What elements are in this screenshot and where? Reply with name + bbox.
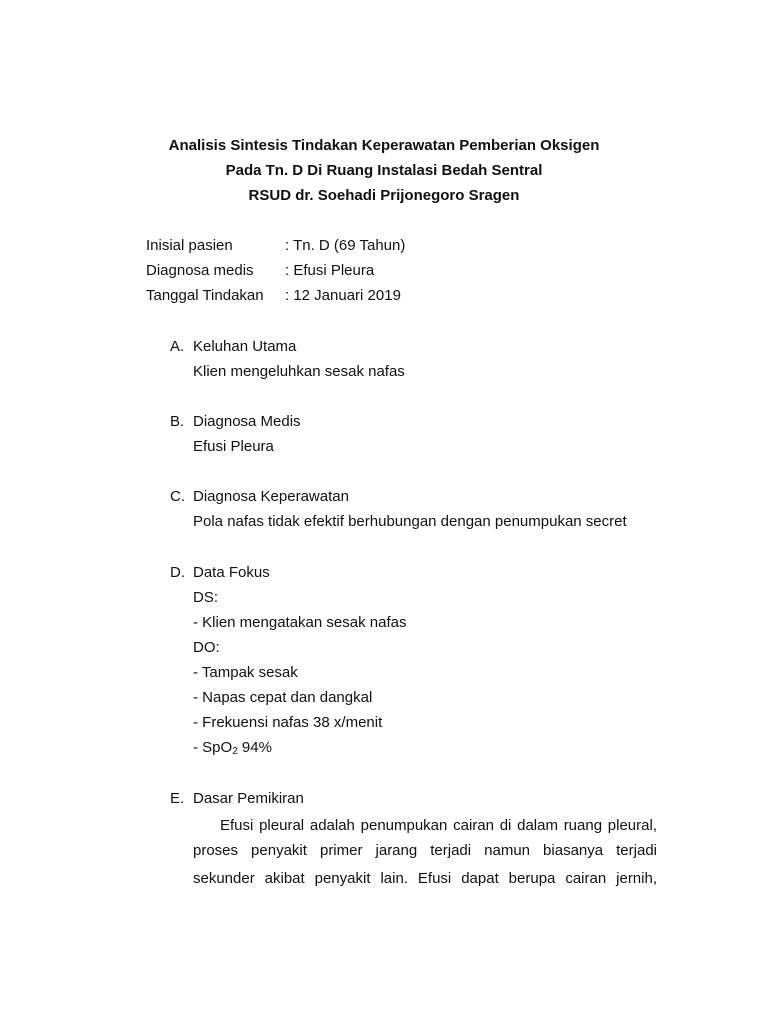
- paragraph-line: Efusi pleural adalah penumpukan cairan di dalam ruang pleural,: [220, 817, 657, 834]
- ds-label: DS:: [193, 589, 219, 606]
- ds-item: - Klien mengatakan sesak nafas: [193, 614, 407, 631]
- do-item: - Napas cepat dan dangkal: [193, 689, 373, 706]
- document-title-line-3: RSUD dr. Soehadi Prijonegoro Sragen: [248, 187, 520, 204]
- spo2-value: 94%: [237, 739, 272, 756]
- spo2-subscript: 2: [232, 746, 238, 757]
- section-d-title: Data Fokus: [193, 564, 270, 581]
- action-date-value: : 12 Januari 2019: [285, 287, 401, 304]
- section-b-body: Efusi Pleura: [193, 438, 274, 455]
- do-label: DO:: [193, 639, 220, 656]
- do-item: - Tampak sesak: [193, 664, 298, 681]
- do-item: - Frekuensi nafas 38 x/menit: [193, 714, 383, 731]
- paragraph-line: proses penyakit primer jarang terjadi namun biasanya terjadi: [193, 842, 657, 859]
- section-c-title: Diagnosa Keperawatan: [193, 488, 349, 505]
- action-date-label: Tanggal Tindakan: [146, 287, 264, 304]
- patient-initial-label: Inisial pasien: [146, 237, 233, 254]
- patient-initial-value: : Tn. D (69 Tahun): [285, 237, 406, 254]
- section-b-title: Diagnosa Medis: [193, 413, 301, 430]
- section-e-letter: E.: [170, 790, 185, 807]
- section-c-letter: C.: [170, 488, 185, 505]
- spo2-prefix: - SpO: [193, 739, 233, 756]
- section-c-body: Pola nafas tidak efektif berhubungan dengan penumpukan secret: [193, 513, 627, 530]
- section-a-letter: A.: [170, 338, 185, 355]
- medical-diagnosis-label: Diagnosa medis: [146, 262, 254, 279]
- section-a-body: Klien mengeluhkan sesak nafas: [193, 363, 405, 380]
- section-d-letter: D.: [170, 564, 185, 581]
- do-item-spo2: [193, 738, 272, 762]
- section-e-title: Dasar Pemikiran: [193, 790, 304, 807]
- section-a-title: Keluhan Utama: [193, 338, 297, 355]
- medical-diagnosis-value: : Efusi Pleura: [285, 262, 375, 279]
- document-title-line-1: Analisis Sintesis Tindakan Keperawatan Pemberian Oksigen: [168, 137, 600, 154]
- document-title-line-2: Pada Tn. D Di Ruang Instalasi Bedah Sentral: [225, 162, 543, 179]
- paragraph-line: sekunder akibat penyakit lain. Efusi dapat berupa cairan jernih,: [193, 870, 657, 887]
- section-b-letter: B.: [170, 413, 185, 430]
